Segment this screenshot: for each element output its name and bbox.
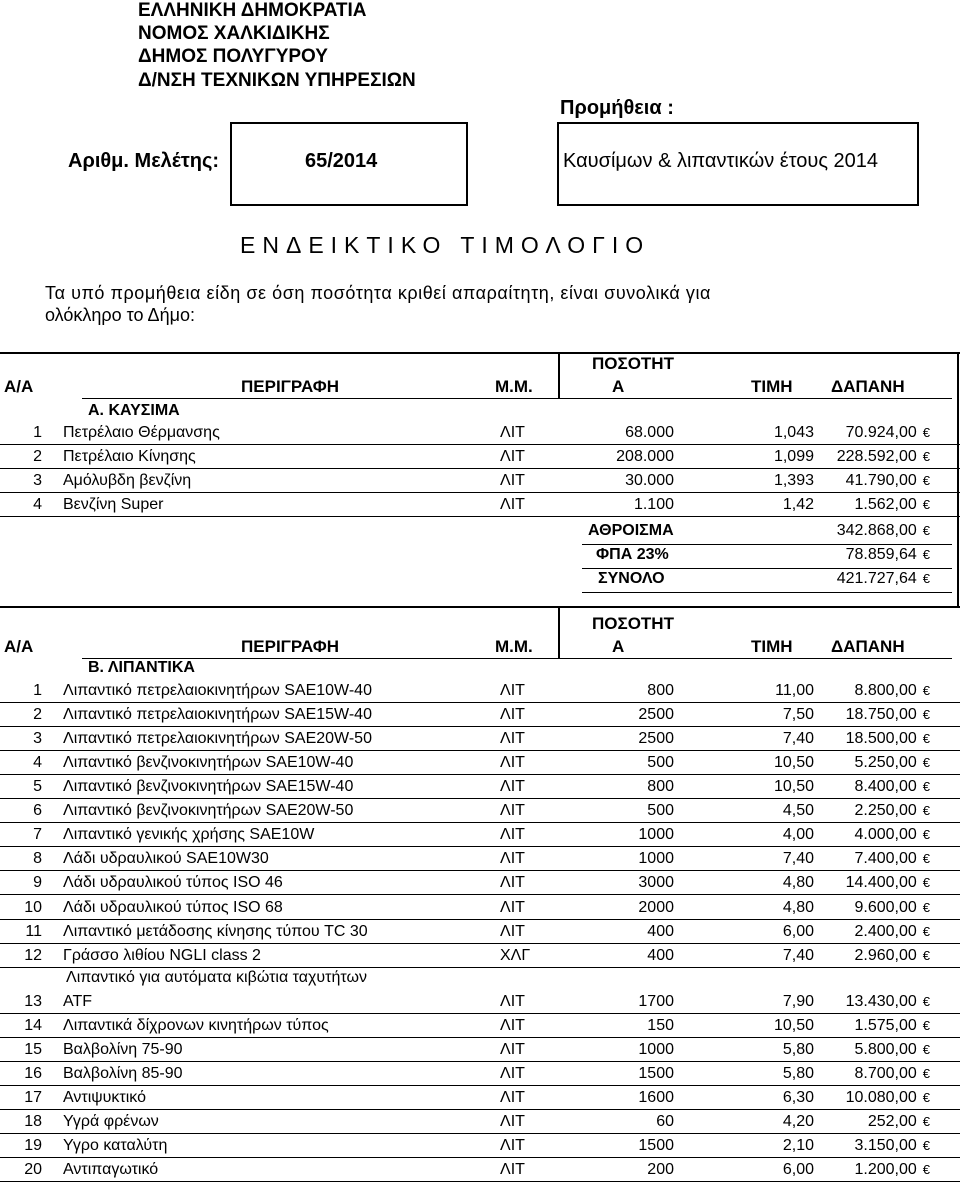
row-number: 2 <box>33 706 42 724</box>
row-cost-value: 8.400,00 <box>854 778 917 796</box>
row-cost-currency: € <box>922 707 930 723</box>
row-description: Λάδι υδραυλικού τύπος ISO 46 <box>63 874 283 892</box>
row-rule <box>0 1013 960 1014</box>
row-unit: ΛΙΤ <box>500 922 525 940</box>
row-number: 15 <box>24 1040 42 1058</box>
row-price: 10,50 <box>773 754 814 772</box>
row-quantity: 800 <box>647 778 674 796</box>
row-rule <box>0 894 960 895</box>
row-rule <box>0 846 960 847</box>
row-rule <box>0 444 960 445</box>
row-description-line-1: Λιπαντικό για αυτόματα κιβώτια ταχυτήτων <box>66 968 367 986</box>
row-unit: ΛΙΤ <box>500 730 525 748</box>
table-b-qty-divider <box>558 606 560 658</box>
row-cost-currency: € <box>922 851 930 867</box>
row-price: 2,10 <box>782 1136 814 1154</box>
row-cost <box>846 730 930 748</box>
row-number: 16 <box>24 1064 42 1082</box>
row-cost-value: 3.150,00 <box>854 1136 917 1154</box>
sum-label: ΑΘΡΟΙΣΜΑ <box>588 522 674 539</box>
vat-rule <box>582 568 952 569</box>
row-cost <box>854 682 930 700</box>
col-header-cost: ΔΑΠΑΝΗ <box>831 377 905 396</box>
vat-label: ΦΠΑ 23% <box>596 546 669 563</box>
row-description: Λάδι υδραυλικού SAE10W30 <box>63 850 269 868</box>
row-unit: ΛΙΤ <box>500 778 525 796</box>
row-cost-currency: € <box>922 923 930 939</box>
row-description: Πετρέλαιο Θέρμανσης <box>63 424 220 441</box>
row-cost-currency: € <box>922 1113 930 1129</box>
row-cost <box>846 424 930 442</box>
col-header-cost-b: ΔΑΠΑΝΗ <box>831 637 905 656</box>
table-a-right-border <box>957 352 959 608</box>
row-cost-value: 70.924,00 <box>845 424 917 441</box>
row-cost-value: 1.562,00 <box>854 496 917 513</box>
row-cost-value: 14.400,00 <box>845 874 917 892</box>
table-a-qty-divider <box>558 352 560 398</box>
row-cost-value: 2.400,00 <box>854 922 917 940</box>
row-number: 4 <box>33 496 42 513</box>
sum-value: 342.868,00 € <box>836 522 930 539</box>
sum-rule <box>582 544 952 545</box>
row-description: Υγρά φρένων <box>63 1112 159 1130</box>
row-cost-currency: € <box>922 827 930 843</box>
row-cost <box>854 496 930 514</box>
row-rule <box>0 702 960 703</box>
row-price: 1,393 <box>773 472 814 489</box>
row-unit: ΛΙΤ <box>500 1016 525 1034</box>
row-number: 20 <box>24 1161 42 1178</box>
row-cost-value: 18.500,00 <box>845 730 917 748</box>
row-number: 1 <box>33 682 42 700</box>
row-price: 1,099 <box>773 448 814 465</box>
row-price: 6,30 <box>782 1088 814 1106</box>
row-unit: ΛΙΤ <box>500 898 525 916</box>
row-description: Βαλβολίνη 85-90 <box>63 1064 183 1082</box>
row-number: 3 <box>33 730 42 748</box>
row-cost <box>846 472 930 490</box>
row-quantity: 208.000 <box>616 448 674 465</box>
row-price: 10,50 <box>773 1016 814 1034</box>
row-number: 1 <box>33 424 42 441</box>
row-price: 7,40 <box>782 850 814 868</box>
col-header-price-b: ΤΙΜΗ <box>751 637 793 656</box>
row-unit: ΛΙΤ <box>500 850 525 868</box>
row-price: 10,50 <box>773 778 814 796</box>
col-header-description-b: ΠΕΡΙΓΡΑΦΗ <box>241 637 340 656</box>
row-number: 14 <box>24 1016 42 1034</box>
section-b-title: Β. ΛΙΠΑΝΤΙΚΑ <box>88 659 195 676</box>
row-price: 4,20 <box>782 1112 814 1130</box>
row-rule <box>0 1037 960 1038</box>
row-rule <box>0 822 960 823</box>
row-cost-value: 228.592,00 <box>836 448 917 465</box>
vat-value: 78.859,64 € <box>845 546 930 563</box>
row-price: 1,42 <box>782 496 814 513</box>
row-description: Λιπαντικό μετάδοσης κίνησης τύπου TC 30 <box>63 922 368 940</box>
row-cost-value: 13.430,00 <box>845 992 917 1010</box>
row-price: 6,00 <box>782 1161 814 1178</box>
row-cost <box>854 802 930 820</box>
row-price: 7,90 <box>782 992 814 1010</box>
row-number: 7 <box>33 826 42 844</box>
row-cost <box>854 899 930 917</box>
row-cost <box>854 1137 930 1155</box>
row-unit: ΛΙΤ <box>500 424 525 441</box>
row-description: Αμόλυβδη βενζίνη <box>63 472 192 489</box>
col-header-quantity-b: ΠΟΣΟΤΗΤ <box>592 614 674 633</box>
row-number: 17 <box>24 1088 42 1106</box>
row-quantity: 500 <box>647 754 674 772</box>
row-cost <box>868 1113 930 1131</box>
row-price: 4,00 <box>782 826 814 844</box>
header-line-3: ΔΗΜΟΣ ΠΟΛΥΓΥΡΟΥ <box>138 46 328 67</box>
table-b-header-rule <box>82 658 952 659</box>
page-title: ΕΝΔΕΙΚΤΙΚΟ ΤΙΜΟΛΟΓΙΟ <box>240 232 651 258</box>
row-cost-value: 8.700,00 <box>854 1064 917 1082</box>
row-unit: ΛΙΤ <box>500 1161 525 1178</box>
row-cost-currency: € <box>922 1041 930 1057</box>
row-cost <box>854 826 930 844</box>
row-cost-currency: € <box>922 1017 930 1033</box>
col-header-quantity-cont: Α <box>612 377 625 396</box>
table-a-bottom-border <box>0 606 960 608</box>
table-a-header-rule <box>82 398 952 399</box>
row-cost <box>854 923 930 941</box>
row-price: 4,80 <box>782 874 814 892</box>
row-rule <box>0 1109 960 1110</box>
row-cost <box>846 874 930 892</box>
row-quantity: 1500 <box>638 1064 674 1082</box>
row-cost-currency: € <box>922 473 930 488</box>
row-price: 11,00 <box>775 682 814 700</box>
intro-text-line-1: Τα υπό προμήθεια είδη σε όση ποσότητα κριθεί απαραίτητη, είναι συνολικά για <box>45 283 711 303</box>
row-description: Αντιψυκτικό <box>63 1088 146 1106</box>
row-quantity: 30.000 <box>625 472 674 489</box>
row-unit: ΛΙΤ <box>500 874 525 892</box>
row-unit: ΛΙΤ <box>500 754 525 772</box>
row-unit: ΛΙΤ <box>500 826 525 844</box>
row-number: 11 <box>25 922 42 940</box>
row-description: Βαλβολίνη 75-90 <box>63 1040 183 1058</box>
row-rule <box>0 943 960 944</box>
row-cost <box>854 1161 930 1179</box>
row-cost-currency: € <box>922 755 930 771</box>
row-number: 13 <box>24 992 42 1010</box>
row-cost-value: 2.250,00 <box>854 802 917 820</box>
row-unit: ΛΙΤ <box>500 802 525 820</box>
row-cost-value: 1.200,00 <box>854 1161 917 1178</box>
row-price: 7,50 <box>782 706 814 724</box>
row-cost-value: 5.800,00 <box>854 1040 917 1058</box>
row-cost-currency: € <box>922 1162 930 1177</box>
row-cost-value: 2.960,00 <box>854 946 917 964</box>
row-unit: ΛΙΤ <box>500 1088 525 1106</box>
header-line-4: Δ/ΝΣΗ ΤΕΧΝΙΚΩΝ ΥΠΗΡΕΣΙΩΝ <box>138 70 416 91</box>
table-a-top-border <box>0 352 960 354</box>
row-cost-currency: € <box>922 947 930 963</box>
row-cost-currency: € <box>922 425 930 440</box>
row-number: 10 <box>24 898 42 916</box>
total-label: ΣΥΝΟΛΟ <box>598 570 665 587</box>
row-rule <box>0 1157 960 1158</box>
row-description: Γράσσο λιθίου NGLI class 2 <box>63 946 261 964</box>
row-number: 8 <box>33 850 42 868</box>
row-cost <box>854 754 930 772</box>
row-unit: ΛΙΤ <box>500 992 525 1010</box>
row-unit: ΛΙΤ <box>500 448 525 465</box>
row-cost-currency: € <box>922 497 930 512</box>
row-price: 5,80 <box>782 1040 814 1058</box>
col-header-unit: Μ.Μ. <box>495 377 533 396</box>
row-quantity: 1000 <box>638 850 674 868</box>
row-cost <box>837 448 930 466</box>
row-cost <box>854 947 930 965</box>
row-number: 5 <box>33 778 42 796</box>
row-cost-value: 9.600,00 <box>854 898 917 916</box>
row-cost-currency: € <box>922 683 930 699</box>
row-cost-currency: € <box>922 449 930 464</box>
row-cost <box>854 1041 930 1059</box>
row-price: 6,00 <box>782 922 814 940</box>
row-unit: ΛΙΤ <box>500 1040 525 1058</box>
row-description: Λάδι υδραυλικού τύπος ISO 68 <box>63 898 283 916</box>
row-quantity: 150 <box>647 1016 674 1034</box>
row-quantity: 500 <box>647 802 674 820</box>
study-number-value: 65/2014 <box>305 150 378 172</box>
row-cost-currency: € <box>922 993 930 1009</box>
row-rule <box>0 750 960 751</box>
row-cost <box>846 993 930 1011</box>
row-quantity: 3000 <box>638 874 674 892</box>
row-quantity: 1700 <box>638 992 674 1010</box>
row-unit: ΛΙΤ <box>500 1064 525 1082</box>
row-rule <box>0 468 960 469</box>
row-cost-value: 1.575,00 <box>854 1016 917 1034</box>
row-quantity: 1000 <box>638 826 674 844</box>
row-unit: ΛΙΤ <box>500 706 525 724</box>
row-price: 5,80 <box>782 1064 814 1082</box>
col-header-aa-b: Α/Α <box>4 637 34 656</box>
row-cost-currency: € <box>922 899 930 915</box>
col-header-price: ΤΙΜΗ <box>751 377 793 396</box>
row-cost-currency: € <box>922 803 930 819</box>
row-quantity: 800 <box>647 682 674 700</box>
row-quantity: 200 <box>647 1161 674 1178</box>
row-description: Λιπαντικό βενζινοκινητήρων SAE10W-40 <box>63 754 354 772</box>
row-rule <box>0 1133 960 1134</box>
row-cost-currency: € <box>922 875 930 891</box>
row-rule <box>0 1061 960 1062</box>
row-number: 2 <box>33 448 42 465</box>
col-header-aa: Α/Α <box>4 377 34 396</box>
row-number: 9 <box>33 874 42 892</box>
study-number-label: Αριθμ. Μελέτης: <box>68 150 220 172</box>
row-cost-currency: € <box>922 1137 930 1153</box>
row-description: Λιπαντικό πετρελαιοκινητήρων SAE15W-40 <box>63 706 372 724</box>
row-cost <box>846 706 930 724</box>
row-description: Πετρέλαιο Κίνησης <box>63 448 196 465</box>
row-quantity: 1.100 <box>633 496 674 513</box>
row-quantity: 1600 <box>638 1088 674 1106</box>
row-unit: ΛΙΤ <box>500 1112 525 1130</box>
row-description: Λιπαντικά δίχρονων κινητήρων τύπος <box>63 1016 329 1034</box>
row-description: Βενζίνη Super <box>63 496 164 513</box>
row-number: 19 <box>24 1136 42 1154</box>
row-unit: ΛΙΤ <box>500 496 525 513</box>
row-unit: ΧΛΓ <box>500 946 531 964</box>
row-cost-value: 10.080,00 <box>845 1088 917 1106</box>
row-quantity: 1500 <box>638 1136 674 1154</box>
row-description: Αντιπαγωτικό <box>63 1161 159 1178</box>
supply-value: Καυσίμων & λιπαντικών έτους 2014 <box>563 150 879 172</box>
row-unit: ΛΙΤ <box>500 682 525 700</box>
row-description: Λιπαντικό πετρελαιοκινητήρων SAE10W-40 <box>63 682 372 700</box>
row-quantity: 2000 <box>638 898 674 916</box>
row-number: 6 <box>33 802 42 820</box>
row-description: Λιπαντικό γενικής χρήσης SAE10W <box>63 826 315 844</box>
row-number: 3 <box>33 472 42 489</box>
row-cost-value: 7.400,00 <box>854 850 917 868</box>
intro-text-line-2: ολόκληρο το Δήμο: <box>45 305 195 325</box>
row-cost-value: 18.750,00 <box>845 706 917 724</box>
col-header-quantity: ΠΟΣΟΤΗΤ <box>592 354 674 373</box>
row-quantity: 400 <box>647 946 674 964</box>
header-line-1: ΕΛΛΗΝΙΚΗ ΔΗΜΟΚΡΑΤΙΑ <box>138 0 367 21</box>
total-value: 421.727,64 € <box>836 570 930 587</box>
row-quantity: 400 <box>647 922 674 940</box>
row-description: Λιπαντικό πετρελαιοκινητήρων SAE20W-50 <box>63 730 372 748</box>
row-cost <box>854 1017 930 1035</box>
total-rule <box>582 592 952 593</box>
row-quantity: 68.000 <box>625 424 674 441</box>
row-description: Λιπαντικό βενζινοκινητήρων SAE20W-50 <box>63 802 354 820</box>
row-rule <box>0 967 960 968</box>
row-cost <box>854 778 930 796</box>
row-rule <box>0 919 960 920</box>
col-header-description: ΠΕΡΙΓΡΑΦΗ <box>241 377 340 396</box>
row-cost <box>846 1089 930 1107</box>
row-rule <box>0 870 960 871</box>
row-cost-value: 5.250,00 <box>854 754 917 772</box>
row-number: 4 <box>33 754 42 772</box>
col-header-quantity-cont-b: Α <box>612 637 625 656</box>
row-quantity: 2500 <box>638 730 674 748</box>
row-cost <box>854 1065 930 1083</box>
row-quantity: 1000 <box>638 1040 674 1058</box>
row-cost-currency: € <box>922 1089 930 1105</box>
col-header-unit-b: Μ.Μ. <box>495 637 533 656</box>
header-line-2: ΝΟΜΟΣ ΧΑΛΚΙΔΙΚΗΣ <box>138 23 330 44</box>
section-a-title: Α. ΚΑΥΣΙΜΑ <box>88 402 180 419</box>
row-rule <box>0 1085 960 1086</box>
row-price: 7,40 <box>782 946 814 964</box>
row-rule <box>0 798 960 799</box>
row-description: Λιπαντικό βενζινοκινητήρων SAE15W-40 <box>63 778 354 796</box>
row-cost-value: 41.790,00 <box>845 472 917 489</box>
row-cost <box>854 850 930 868</box>
supply-label: Προμήθεια : <box>560 97 674 119</box>
row-rule <box>0 516 960 517</box>
row-rule <box>0 726 960 727</box>
row-price: 1,043 <box>773 424 814 441</box>
row-cost-currency: € <box>922 731 930 747</box>
row-price: 4,80 <box>782 898 814 916</box>
row-quantity: 60 <box>656 1112 674 1130</box>
row-cost-currency: € <box>922 779 930 795</box>
row-unit: ΛΙΤ <box>500 1136 525 1154</box>
row-number: 12 <box>24 946 42 964</box>
row-unit: ΛΙΤ <box>500 472 525 489</box>
row-description: ATF <box>63 992 93 1010</box>
row-description: Υγρο καταλύτη <box>63 1136 168 1154</box>
row-rule <box>0 774 960 775</box>
row-cost-value: 4.000,00 <box>854 826 917 844</box>
row-cost-value: 252,00 <box>867 1112 917 1130</box>
row-number: 18 <box>24 1112 42 1130</box>
row-cost-value: 8.800,00 <box>854 682 917 700</box>
row-price: 7,40 <box>782 730 814 748</box>
row-price: 4,50 <box>782 802 814 820</box>
row-quantity: 2500 <box>638 706 674 724</box>
row-rule <box>0 492 960 493</box>
row-cost-currency: € <box>922 1065 930 1081</box>
